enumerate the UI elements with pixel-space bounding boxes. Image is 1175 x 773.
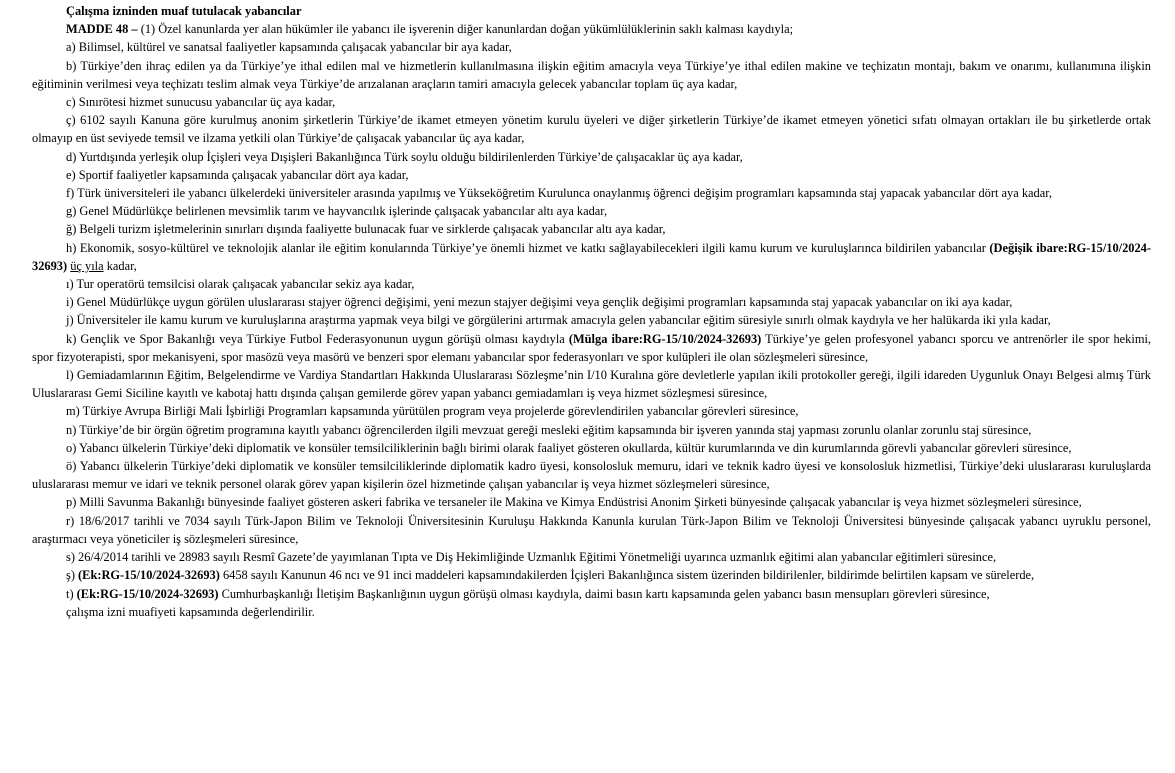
clause-ss-label: ş) [66,568,79,583]
clause-i: i) Genel Müdürlükçe uygun görülen uluslararası stajyer öğrenci değişimi, yeni mezun stajyer değişimi veya gençlik değişimi programları kapsamında staj yapacak yabancılar on iki aya kadar, [66,295,1013,310]
clause-m: m) Türkiye Avrupa Birliği Mali İşbirliği Programları kapsamında yürütülen program veya projelerde görevlendirilen yabancılar görevleri süresince, [66,404,799,419]
clause-h-text: h) Ekonomik, sosyo-kültürel ve teknolojik alanlar ile eğitim konularında Türkiye’ye önemli hizmet ve katkı sağlayabilecekleri ilgili kamu kurum ve kuruluşlarınca bildirilen yabancılar [66,240,990,255]
clause-o: o) Yabancı ülkelerin Türkiye’deki diplomatik ve konsüler temsilciliklerinin bağlı birimi olarak faaliyet gösteren okullarda, kültür kurumlarında ve din kurumlarında görevli yabancılar görevleri süresince, [66,440,1072,455]
clause-h [32,239,1151,275]
article-intro-text: (1) Özel kanunlarda yer alan hükümler ile yabancı ile işverenin diğer kanunlardan doğan yükümlülüklerinin saklı kalması kaydıyla; [137,22,794,37]
clause-b: b) Türkiye’den ihraç edilen ya da Türkiye’ye ithal edilen mal ve hizmetlerin kullanılmasına ilişkin eğitim amacıyla veya Türkiye’ye ithal edilen makine ve teçhizatın montajı, bakım ve onarımı, kullanımına ilişkin eğitiminin verilmesi veya teçhizatı teslim almak veya Türkiye’de arızalanan araçların tamiri amacıyla gelecek yabancılar toplam üç aya kadar, [32,58,1151,91]
clause-d: d) Yurtdışında yerleşik olup İçişleri veya Dışişleri Bakanlığınca Türk soylu olduğu bildirilenlerden Türkiye’de çalışacaklar üç aya kadar, [66,149,743,164]
clause-k [32,330,1151,366]
article-intro [32,20,1151,38]
clause-ii: ı) Tur operatörü temsilcisi olarak çalışacak yabancılar sekiz aya kadar, [66,277,415,292]
clause-j: j) Üniversiteler ile kamu kurum ve kuruluşlarına araştırma yapmak veya bilgi ve görgülerini artırmak amacıyla gelen yabancılar eğitim süresiyle sınırlı olmak kaydıyla ve her halükarda iki yıla kadar, [66,313,1051,328]
clause-oo: ö) Yabancı ülkelerin Türkiye’deki diplomatik ve konsüler temsilciliklerinde diplomatik kadro üyesi, konsolosluk memuru, idari ve teknik kadro üyesi ve konsolosluk hizmetlisi, Türkiye’deki uluslararası kuruluşlarda uluslararası memur ve idari ve teknik personel olarak görev yapan kişilerin özel hizmetinde çalışan yabancılar iş veya hizmet sözleşmeleri süresince, [32,459,1151,492]
clause-ss [32,566,1151,584]
amendment-reference: (Değişik ibare:RG-15/10/2024-32693) [32,240,1151,273]
clause-r: r) 18/6/2017 tarihli ve 7034 sayılı Türk-Japon Bilim ve Teknoloji Üniversitesinin Kuruluşu Hakkında Kanunla kurulan Türk-Japon Bilim ve Teknoloji Üniversitesi bünyesinde çalışacak yabancı uyruklu personel, araştırmacı veya yöneticiler iş sözleşmeleri süresince, [32,513,1151,546]
clause-gg: ğ) Belgeli turizm işletmelerinin sınırları dışında faaliyette bulunacak fuar ve sirklerde çalışacak yabancılar altı aya kadar, [66,222,666,237]
clause-h-end: kadar, [103,258,137,273]
addition-reference: (Ek:RG-15/10/2024-32693) [76,586,219,601]
clause-cc: ç) 6102 sayılı Kanuna göre kurulmuş anonim şirketlerin Türkiye’de ikamet etmeyen yönetim kurulu üyeleri ve diğer şirketlerin Türkiye’de ikamet etmeyen yönetici sıfatı olmayan ortakları ile bu şirketlerde ortak olmayıp en üst seviyede temsil ve ilzama yetkili olan Türkiye’de çalışacak yabancılar üç aya kadar, [32,113,1151,146]
clause-f: f) Türk üniversiteleri ile yabancı ülkelerdeki üniversiteler arasında yapılmış ve Yükseköğretim Kurulunca onaylanmış öğrenci değişim programları kapsamında staj yapacak yabancılar dört aya kadar, [66,186,1052,201]
clause-a: a) Bilimsel, kültürel ve sanatsal faaliyetler kapsamında çalışacak yabancılar bir aya kadar, [66,40,512,55]
closing-sentence: çalışma izni muafiyeti kapsamında değerlendirilir. [66,604,315,619]
clause-k-text: k) Gençlik ve Spor Bakanlığı veya Türkiye Futbol Federasyonunun uygun görüşü olması kaydıyla [66,331,569,346]
clause-g: g) Genel Müdürlükçe belirlenen mevsimlik tarım ve hayvancılık işlerinde çalışacak yabancılar altı aya kadar, [66,204,608,219]
clause-ss-text: 6458 sayılı Kanunun 46 ncı ve 91 inci maddeleri kapsamındakilerden İçişleri Bakanlığınca sistem üzerinden bildirilenler, bildirimde belirtilen kapsam ve sürelerde, [219,568,1035,583]
clause-l: l) Gemiadamlarının Eğitim, Belgelendirme ve Vardiya Standartları Hakkında Uluslararası Sözleşme’nin I/10 Kuralına göre devletlerle yapılan ikili protokoller gereği, ilgili idareden Uygunluk Onayı Belgesi almış Türk Uluslararası Gemi Siciline kayıtlı ve kabotaj hattı dışında çalışan gemilerde görev yapan yabancı gemiadamları iş veya hizmet sözleşmesi süresince, [32,368,1151,401]
repeal-reference: (Mülga ibare:RG-15/10/2024-32693) [568,331,762,346]
clause-t [32,585,1151,603]
clause-k-end: Türkiye’ye gelen profesyonel yabancı sporcu ve antrenörler ile spor hekimi, spor fizyoterapisti, spor mekanisyeni, spor masözü veya masörü ve benzeri spor elemanı yabancılar spor federasyonları ve spor kulüpleri ile olan sözleşmeleri süresince, [32,331,1151,364]
section-heading: Çalışma izninden muaf tutulacak yabancılar [66,4,302,18]
addition-reference: (Ek:RG-15/10/2024-32693) [78,568,220,583]
article-label: MADDE 48 – [66,22,138,37]
clause-c: c) Sınırötesi hizmet sunucusu yabancılar üç aya kadar, [66,95,336,110]
clause-s: s) 26/4/2014 tarihli ve 28983 sayılı Resmî Gazete’de yayımlanan Tıpta ve Diş Hekimliğinde Uzmanlık Eğitimi Yönetmeliği uyarınca uzmanlık eğitimi alan yabancılar eğitimleri süresince, [66,550,997,565]
clause-n: n) Türkiye’de bir örgün öğretim programına kayıtlı yabancı öğrencilerden ilgili mevzuat gereği mesleki eğitim kapsamında bir işveren yanında staj yapması zorunlu olanlar zorunlu staj süresince, [66,422,1032,437]
clause-t-label: t) [66,586,77,601]
clause-e: e) Sportif faaliyetler kapsamında çalışacak yabancılar dört aya kadar, [66,167,409,182]
clause-t-text: Cumhurbaşkanlığı İletişim Başkanlığının uygun görüşü olması kaydıyla, daimi basın kartı kapsamında gelen yabancı basın mensupları görevleri süresince, [218,586,990,601]
amended-phrase: üç yıla [70,258,104,273]
clause-p: p) Milli Savunma Bakanlığı bünyesinde faaliyet gösteren askeri fabrika ve tersaneler ile Makina ve Kimya Endüstrisi Anonim Şirketi bünyesinde çalışacak yabancılar iş veya hizmet sözleşmeleri süresince, [66,495,1082,510]
